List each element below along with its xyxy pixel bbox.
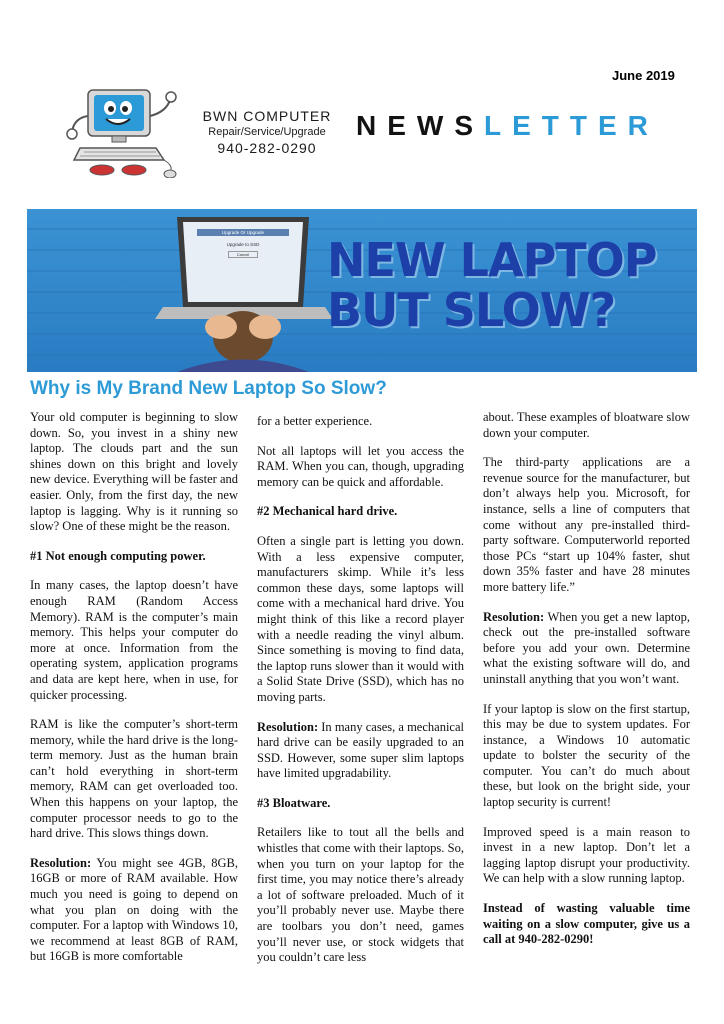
paragraph: about. These examples of bloatware slow down your computer. — [483, 410, 690, 440]
screen-dialog-option: Upgrade to SSD — [226, 242, 260, 247]
resolution-label: Resolution: — [30, 855, 92, 870]
brand-phone: 940-282-0290 — [217, 140, 317, 156]
paragraph: Your old computer is beginning to slow down. So, you invest in a shiny new laptop. The clouds part and the sun shines down on this bright and lovely new device. Everything will be faster and easier. Only, from the first day, the new laptop is lagging. Why is it running so slow? One of these might be the reason. — [30, 410, 238, 534]
screen-dialog-title: Upgrade Or Upgrade — [197, 229, 289, 236]
paragraph: If your laptop is slow on the first startup, this may be due to system updates. For instance, a Windows 10 automatic update to bolster the security of the computer. You can’t do much about these, but look on the bright side, your laptop security is current! — [483, 701, 690, 810]
paragraph: Often a single part is letting you down. With a less expensive computer, manufacturers skimp. While it’s less common these days, some laptops will come with a mechanical hard drive. You might think of this like a record player with a needle reading the vinyl album. Since something is moving to find data, the laptop runs slower than it would with a Solid State Drive (SSD), which has no moving parts. — [257, 533, 464, 704]
paragraph — [483, 610, 690, 688]
section-heading: #2 Mechanical hard drive. — [257, 504, 398, 519]
paragraph: Retailers like to tout all the bells and whistles that come with their laptops. So, when you turn on your laptop for the first time, you may notice there’s already a lot of software preloaded. Much of it you’ll probably never use. Maybe there are toolbars you don’t need, games you’ll never use, or stock widgets that you couldn’t care less — [257, 825, 464, 965]
section-heading: #3 Bloatware. — [257, 795, 331, 810]
paragraph-text: In many cases, a mechanical hard drive can be easily upgraded to an SSD. However, some super slim laptops have limited upgradability. — [257, 719, 464, 781]
resolution-label: Resolution: — [257, 719, 319, 734]
paragraph-text: You might see 4GB, 8GB, 16GB or more of RAM available. How much you need is going to depend on what you plan on doing with the computer. For a laptop with Windows 10, we recommend at least 8GB of RAM, but 16GB is more comfortable — [30, 855, 238, 964]
call-to-action: Instead of wasting valuable time waiting on a slow computer, give us a call at 940-282-0290! — [483, 901, 690, 947]
newsletter-title-news: NEWS — [356, 110, 484, 141]
newsletter-title-letter: LETTER — [484, 110, 659, 141]
paragraph: Not all laptops will let you access the RAM. When you can, though, upgrading memory can be quick and affordable. — [257, 443, 464, 489]
banner-image — [27, 209, 697, 372]
paragraph — [257, 720, 464, 782]
mascot-logo-icon — [66, 86, 184, 178]
paragraph: Improved speed is a main reason to invest in a new laptop. Don’t let a lagging laptop disrupt your productivity. We can help with a slow running laptop. — [483, 824, 690, 886]
article-headline: Why is My Brand New Laptop So Slow? — [30, 378, 387, 399]
article-column-3 — [483, 410, 690, 962]
paragraph: RAM is like the computer’s short-term memory, while the hard drive is the long-term memory. Just as the human brain can’t hold everything in short-term memory, RAM can get overloaded too. When this happens on your laptop, the computer processor needs to go to the hard drive. This slows things down. — [30, 717, 238, 841]
banner-line-2: BUT SLOW? — [327, 283, 616, 337]
screen-dialog-cancel: Cancel — [228, 251, 258, 258]
screen-dialog — [197, 229, 289, 258]
resolution-label: Resolution: — [483, 609, 545, 624]
issue-date: June 2019 — [612, 68, 675, 83]
banner-headline — [327, 235, 657, 335]
newsletter-title — [356, 110, 659, 142]
brand-name: BWN COMPUTER — [202, 108, 332, 124]
banner-line-1: NEW LAPTOP — [327, 233, 657, 287]
paragraph: The third-party applications are a revenue source for the manufacturer, but don’t always help you. Microsoft, for instance, sells a line of computers that come without any pre-installed third-party software. Computerworld reported those PCs “start up 104% faster, shut down 35% faster and have 28 minutes more battery life.” — [483, 455, 690, 594]
paragraph: for a better experience. — [257, 414, 373, 428]
paragraph-text: When you get a new laptop, check out the pre-installed software before you add your own. Determine what the existing software will do, and uninstall anything that you won’t want. — [483, 609, 690, 686]
article-column-2 — [257, 414, 464, 980]
paragraph: In many cases, the laptop doesn’t have enough RAM (Random Access Memory). RAM is the computer’s main memory. This helps your computer do more at once. Information from the operating system, application programs and data are kept here, when in use, for quicker processing. — [30, 578, 238, 702]
section-heading: #1 Not enough computing power. — [30, 548, 206, 563]
brand-block — [182, 108, 352, 156]
paragraph — [30, 856, 238, 965]
article-column-1 — [30, 410, 238, 979]
brand-services: Repair/Service/Upgrade — [208, 126, 326, 138]
